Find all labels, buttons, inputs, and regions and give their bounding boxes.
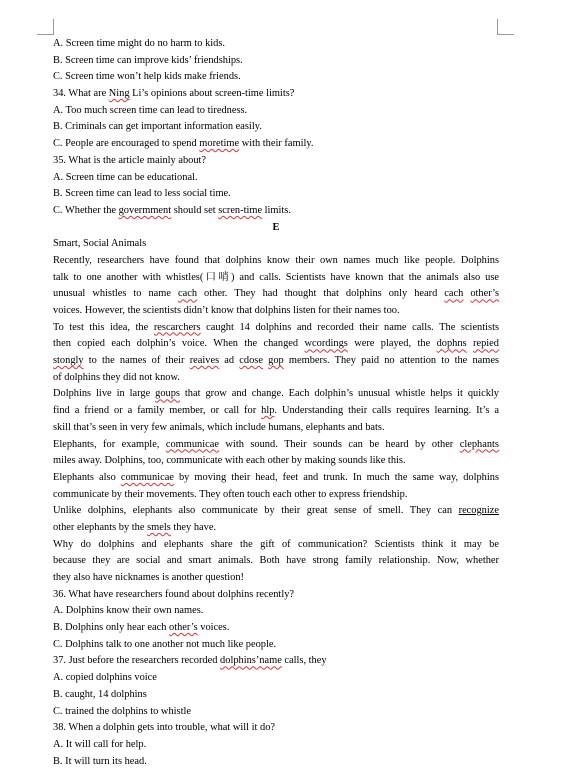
passage-line: miles away. Dolphins, too, communicate with each other by making sounds like this.: [53, 455, 406, 467]
passage-title: Smart, Social Animals: [53, 238, 147, 250]
option-line: C. People are encouraged to spend moretime with their family.: [53, 138, 314, 150]
option-line: A. Screen time can be educational.: [53, 171, 198, 183]
document-body: [53, 36, 499, 770]
passage-line: then copied each dolphin’s voice. When the changed wcordings were played, the dophns repied: [53, 338, 499, 350]
option-line: B. Screen time can lead to less social time.: [53, 188, 231, 200]
option-line: C. Screen time won’t help kids make friends.: [53, 71, 241, 83]
option-line: C. trained the dolphins to whistle: [53, 705, 191, 717]
passage-line: other elephants by the smels they have.: [53, 521, 217, 533]
question-line: 38. When a dolphin gets into trouble, what will it do?: [53, 722, 276, 734]
passage-line: Unlike dolphins, elephants also communicate by their great sense of smell. They can recognize: [53, 505, 499, 517]
passage-line: communicate by their movements. They often touch each other to express friendship.: [53, 488, 408, 500]
passage-line: stongly to the names of their reaives ad cdose gop members. They paid no attention to the names: [53, 355, 499, 367]
passage-line: find a friend or a family member, or call for hlp. Understanding their calls requires learning. It’s a: [53, 405, 499, 417]
margin-corner-top-right: [497, 19, 514, 35]
section-heading: E: [272, 221, 280, 233]
question-line: 34. What are Ning Li’s opinions about screen-time limits?: [53, 88, 295, 100]
passage-line: Elephants, for example, communicae with sound. Their sounds can be heard by other clephants: [53, 438, 499, 450]
passage-line: Why do dolphins and elephants share the gift of communication? Scientists think it may be: [53, 538, 499, 550]
option-line: C. Dolphins talk to one another not much like people.: [53, 638, 277, 650]
option-line: A. copied dolphins voice: [53, 672, 157, 684]
passage-line: because they are social and smart animals. Both have strong family relationship. Now, whether: [53, 555, 499, 567]
option-line: B. Criminals can get important information easily.: [53, 121, 262, 133]
question-line: 37. Just before the researchers recorded dolphins’name calls, they: [53, 655, 327, 667]
passage-line: of dolphins they did not know.: [53, 371, 180, 383]
question-line: 36. What have researchers found about dolphins recently?: [53, 588, 295, 600]
option-line: A. Dolphins know their own names.: [53, 605, 204, 617]
question-line: 35. What is the article mainly about?: [53, 154, 207, 166]
passage-line: voices. However, the scientists didn’t know that dolphins listen for their names too.: [53, 305, 400, 316]
passage-line: Dolphins live in large goups that grow and change. Each dolphin’s unusual whistle helps it quickly: [53, 388, 499, 400]
passage-line: Elephants also communicae by moving their head, feet and trunk. In much the same way, dolphins: [53, 471, 499, 483]
option-line: B. It will turn its head.: [53, 755, 147, 767]
option-line: A. It will call for help.: [53, 738, 147, 750]
option-line: B. Screen time can improve kids’ friendships.: [53, 54, 243, 66]
option-line: B. caught, 14 dolphins: [53, 688, 147, 700]
passage-line: they also have nicknames is another question!: [53, 572, 245, 583]
option-line: A. Too much screen time can lead to tiredness.: [53, 104, 248, 116]
option-line: A. Screen time might do no harm to kids.: [53, 38, 225, 49]
option-line: B. Dolphins only hear each other’s voices.: [53, 622, 230, 634]
passage-line: To test this idea, the rescarchers caught 14 dolphins and recorded their name calls. The scientists: [53, 321, 499, 333]
option-line: C. Whether the govermment should set scren-time limits.: [53, 204, 291, 216]
passage-line: unusual whistles to name cach other. They had thought that dolphins only heard cach other’s: [53, 288, 500, 300]
passage-line: skill that’s seen in very few animals, which include humans, elephants and bats.: [53, 421, 385, 433]
passage-line: Recently, researchers have found that dolphins know their own names much like people. Dolphins: [53, 254, 499, 266]
margin-corner-top-left: [37, 19, 54, 35]
passage-line: talk to one another with whistles(口哨) and calls. Scientists have known that the animals also use: [53, 271, 499, 283]
